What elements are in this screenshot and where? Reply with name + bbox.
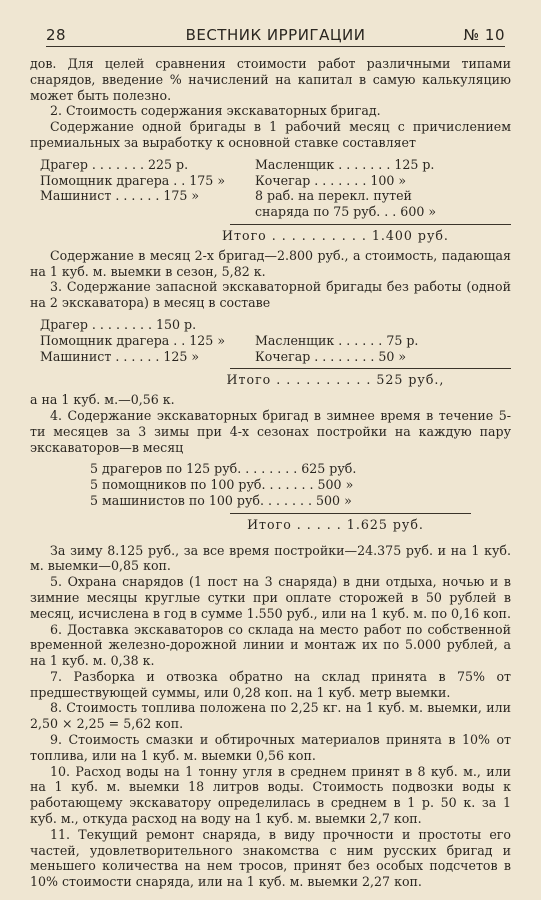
brigade-cost-table bbox=[30, 157, 511, 220]
table-cell: Кочегар . . . . . . . 100 » bbox=[255, 172, 407, 188]
table-row bbox=[40, 349, 511, 365]
table-row bbox=[40, 317, 511, 333]
article-body bbox=[30, 56, 511, 890]
table-cell: Помощник драгера . . 175 » bbox=[40, 172, 226, 188]
page-number: 28 bbox=[46, 26, 67, 44]
table-cell bbox=[40, 204, 255, 220]
divider bbox=[230, 224, 511, 225]
table-row bbox=[40, 333, 511, 349]
divider bbox=[230, 368, 511, 369]
journal-title: ВЕСТНИК ИРРИГАЦИИ bbox=[185, 26, 366, 44]
issue-number: № 10 bbox=[463, 26, 505, 44]
table-cell bbox=[255, 317, 511, 333]
table-row: 5 драгеров по 125 руб. . . . . . . . 625 руб. bbox=[90, 461, 357, 477]
table-cell: 8 раб. на перекл. путей bbox=[255, 188, 412, 204]
table-cell: снаряда по 75 руб. . . 600 » bbox=[255, 204, 437, 220]
table-row: 5 помощников по 100 руб. . . . . . . 500 » bbox=[90, 477, 354, 493]
table-row: 5 машинистов по 100 руб. . . . . . . 500 » bbox=[90, 492, 352, 508]
paragraph: Содержание одной бригады в 1 рабочий месяц с причислением премиальных за выработку к основной ставке составляет bbox=[30, 119, 511, 150]
table-cell: Машинист . . . . . . 125 » bbox=[40, 348, 200, 364]
table-row bbox=[40, 188, 511, 204]
table-row bbox=[40, 173, 511, 189]
paragraph: 11. Текущий ремонт снаряда, в виду прочности и простоты его частей, удовлетворительного знакомства с ним русских бригад и меньшего количества на нем тросов, принят без особых подсчетов в 10% стоимости снаряда, или на 1 куб. м. выемки 2,27 коп. bbox=[30, 826, 511, 890]
paragraph: 2. Стоимость содержания экскаваторных бригад. bbox=[50, 103, 381, 119]
paragraph: дов. Для целей сравнения стоимости работ различными типами снарядов, введение % начислений на капитал в самую калькуляцию может быть полезно. bbox=[30, 56, 511, 103]
divider bbox=[230, 513, 471, 514]
table-cell: Масленщик . . . . . . 75 р. bbox=[255, 332, 419, 348]
paragraph: 5. Охрана снарядов (1 пост на 3 снаряда) в дни отдыха, ночью и в зимние месяцы круглые сутки при оплате сторожей в 50 рублей в месяц, исчислена в год в сумме 1.550 руб., или на 1 куб. м. по 0,16 коп. bbox=[30, 574, 511, 621]
winter-brigade-table bbox=[30, 461, 511, 508]
paragraph: 6. Доставка экскаваторов со склада на место работ по собственной временной железно-дорожной линии и монтаж их по 5.000 рублей, а на 1 куб. м. 0,38 к. bbox=[30, 621, 511, 669]
table-cell: Машинист . . . . . . 175 » bbox=[40, 188, 200, 204]
paragraph: 7. Разборка и отвозка обратно на склад принята в 75% от предшествующей суммы, или 0,28 коп. на 1 куб. метр выемки. bbox=[30, 668, 511, 700]
paragraph: 9. Стоимость смазки и обтирочных материалов принята в 10% от топлива, или на 1 куб. м. выемки 0,56 коп. bbox=[30, 732, 511, 763]
table-cell: Драгер . . . . . . . . 150 р. bbox=[40, 316, 197, 332]
paragraph: 8. Стоимость топлива положена по 2,25 кг. на 1 куб. м. выемки, или 2,50 × 2,25 = 5,62 коп. bbox=[30, 700, 511, 732]
table-row bbox=[40, 204, 511, 220]
paragraph: 10. Расход воды на 1 тонну угля в среднем принят в 8 куб. м., или на 1 куб. м. выемки 18 литров воды. Стоимость подвозки воды к работающему экскаватору определилась в среднем в 1 р. 50 к. за 1 куб. м., откуда расход на воду на 1 куб. м. выемки 2,7 коп. bbox=[30, 763, 511, 827]
paragraph: 4. Содержание экскаваторных бригад в зимнее время в течение 5-ти месяцев за 3 зимы при 4-х сезонах постройки на каждую пару экскаваторов—в месяц bbox=[30, 407, 511, 455]
table-cell: Драгер . . . . . . . 225 р. bbox=[40, 156, 189, 172]
table-cell: Кочегар . . . . . . . . 50 » bbox=[255, 348, 407, 364]
table-cell: Помощник драгера . . 125 » bbox=[40, 332, 226, 348]
paragraph: 3. Содержание запасной экскаваторной бригады без работы (одной на 2 экскаватора) в месяц в составе bbox=[30, 279, 511, 311]
paragraph: а на 1 куб. м.—0,56 к. bbox=[30, 392, 175, 408]
table-cell: Масленщик . . . . . . . 125 р. bbox=[255, 156, 435, 172]
paragraph: Содержание в месяц 2-х бригад—2.800 руб., а стоимость, падающая на 1 куб. м. выемки в сезон, 5,82 к. bbox=[30, 247, 511, 279]
table-row bbox=[40, 157, 511, 173]
running-header bbox=[46, 22, 505, 47]
table-total: Итого . . . . . 1.625 руб. bbox=[247, 516, 424, 532]
table-total: Итого . . . . . . . . . . 1.400 руб. bbox=[222, 227, 449, 243]
reserve-brigade-table bbox=[30, 317, 511, 364]
table-total: Итого . . . . . . . . . . 525 руб., bbox=[226, 372, 445, 388]
paragraph: За зиму 8.125 руб., за все время постройки—24.375 руб. и на 1 куб. м. выемки—0,85 коп. bbox=[30, 542, 511, 574]
